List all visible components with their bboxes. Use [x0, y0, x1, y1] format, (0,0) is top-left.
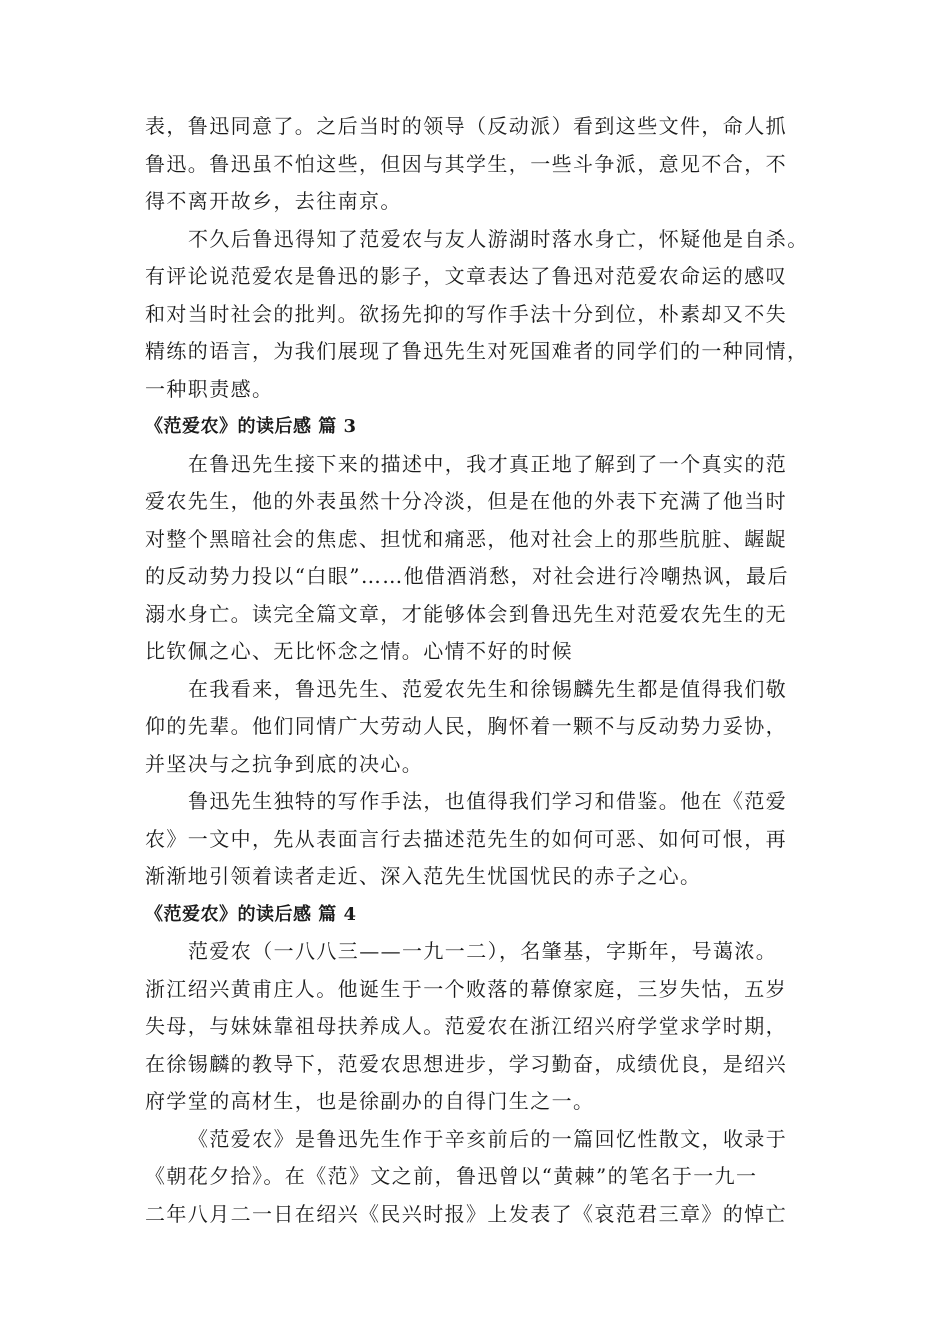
- paragraph: 《范爱农》是鲁迅先生作于辛亥前后的一篇回忆性散文，收录于 《朝花夕拾》。在《范》文之前，鲁迅曾以“黄棘”的笔名于一九一 二年八月二一日在绍兴《民兴时报》上发表了《哀范君三章》的悼亡: [145, 1126, 788, 1226]
- section-heading-4: 《范爱农》的读后感 篇 4: [145, 903, 357, 925]
- paragraph: 鲁迅先生独特的写作手法，也值得我们学习和借鉴。他在《范爱 农》一文中，先从表面言行去描述范先生的如何可恶、如何可恨，再 渐渐地引领着读者走近、深入范先生忧国忧民的赤子之心。: [145, 789, 788, 888]
- paragraph: 在我看来，鲁迅先生、范爱农先生和徐锡麟先生都是值得我们敬 仰的先辈。他们同情广大劳动人民，胸怀着一颗不与反动势力妥协， 并坚决与之抗争到底的决心。: [145, 676, 788, 776]
- paragraph: 范爱农（一八八三——一九一二），名肇基，字斯年，号蔼浓。 浙江绍兴黄甫庄人。他诞生于一个败落的幕僚家庭，三岁失怙，五岁 失母，与妹妹靠祖母扶养成人。范爱农在浙江绍兴府学堂求学时期， 在徐锡麟的教导下，范爱农思想进步，学习勤奋，成绩优良，是绍兴 府学堂的高材生，也是徐副办的自得门生之一。: [145, 939, 787, 1113]
- paragraph: 在鲁迅先生接下来的描述中，我才真正地了解到了一个真实的范 爱农先生，他的外表虽然十分冷淡，但是在他的外表下充满了他当时 对整个黑暗社会的焦虑、担忧和痛恶，他对社会上的那些肮脏、龌龊 的反动势力投以“白眼”……他借酒消愁，对社会进行冷嘲热讽，最后 溺水身亡。读完全篇文章，才能够体会到鲁迅先生对范爱农先生的无 比钦佩之心、无比怀念之情。心情不好的时候: [145, 451, 789, 663]
- document-page: [145, 108, 835, 1233]
- paragraph-continued: 表，鲁迅同意了。之后当时的领导（反动派）看到这些文件，命人抓 鲁迅。鲁迅虽不怕这些，但因与其学生，一些斗争派，意见不合，不 得不离开故乡，去往南京。: [145, 114, 787, 213]
- paragraph: 不久后鲁迅得知了范爱农与友人游湖时落水身亡，怀疑他是自杀。 有评论说范爱农是鲁迅的影子，文章表达了鲁迅对范爱农命运的感叹 和对当时社会的批判。欲扬先抑的写作手法十分到位，朴素却又不失 精练的语言，为我们展现了鲁迅先生对死国难者的同学们的一种同情， 一种职责感。: [145, 226, 809, 401]
- section-heading-3: 《范爱农》的读后感 篇 3: [145, 416, 357, 437]
